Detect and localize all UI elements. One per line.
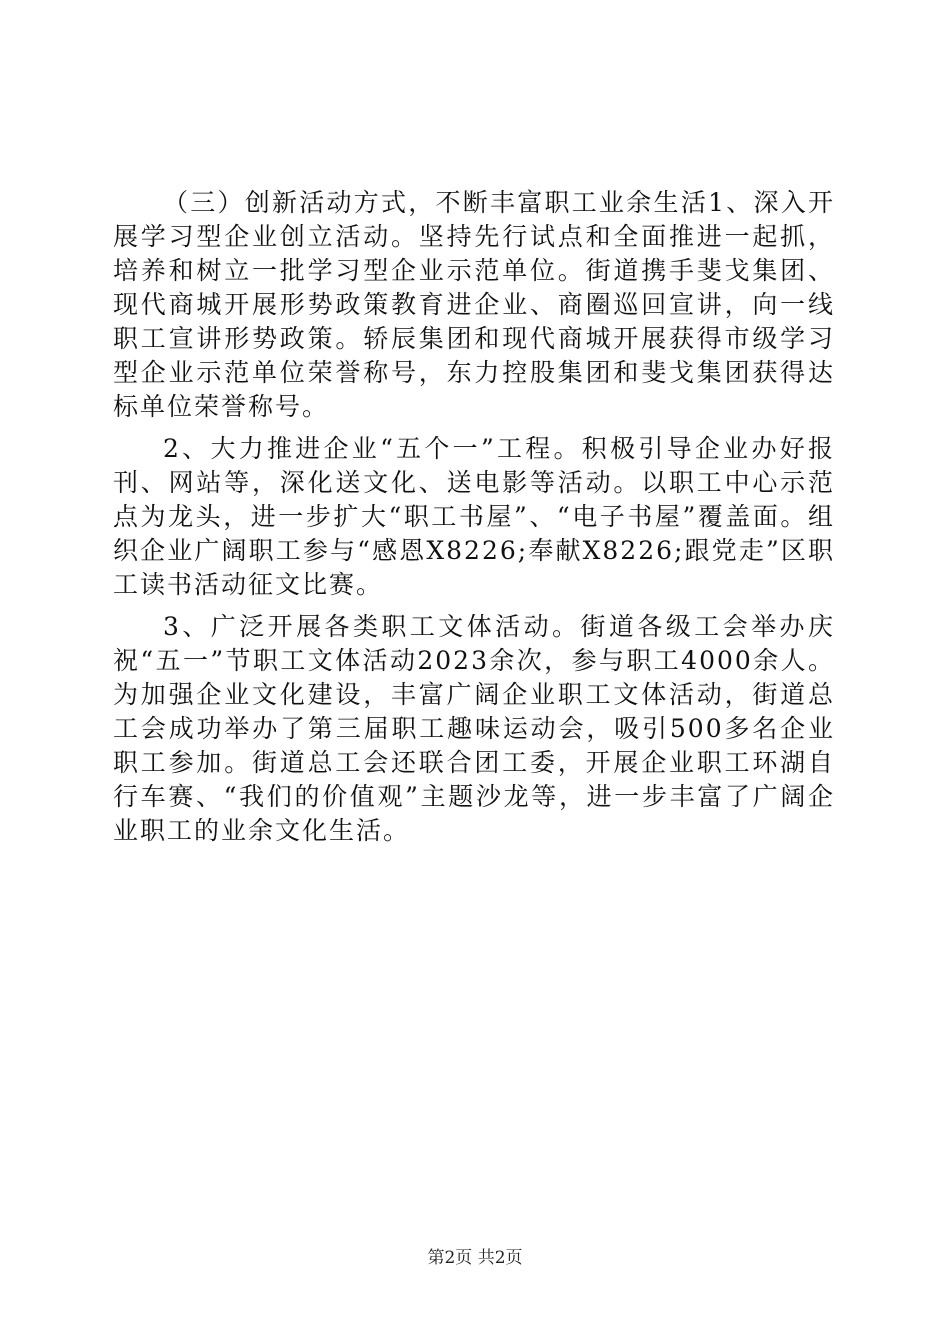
paragraph-sports-culture: 3、广泛开展各类职工文体活动。街道各级工会举办庆祝“五一”节职工文体活动2023余次，参与职工4000余人。为加强企业文化建设，丰富广阔企业职工文体活动，街道总工会成功举办了第三届职工趣味运动会，吸引500多名企业职工参加。街道总工会还联合团工委，开展企业职工环湖自行车赛、“我们的价值观”主题沙龙等，进一步丰富了广阔企业职工的业余文化生活。 <box>113 612 835 845</box>
document-body <box>113 186 835 848</box>
page-number-footer: 第2页 共2页 <box>427 1248 523 1268</box>
paragraph-five-ones: 2、大力推进企业“五个一”工程。积极引导企业办好报刊、网站等，深化送文化、送电影等活动。以职工中心示范点为龙头，进一步扩大“职工书屋”、“电子书屋”覆盖面。组织企业广阔职工参与“感恩X8226;奉献X8226;跟党走”区职工读书活动征文比赛。 <box>113 434 835 599</box>
paragraph-activities: （三）创新活动方式，不断丰富职工业余生活1、深入开展学习型企业创立活动。坚持先行试点和全面推进一起抓，培养和树立一批学习型企业示范单位。街道携手斐戈集团、现代商城开展形势政策教育进企业、商圈巡回宣讲，向一线职工宣讲形势政策。轿辰集团和现代商城开展获得市级学习型企业示范单位荣誉称号，东力控股集团和斐戈集团获得达标单位荣誉称号。 <box>113 188 835 421</box>
